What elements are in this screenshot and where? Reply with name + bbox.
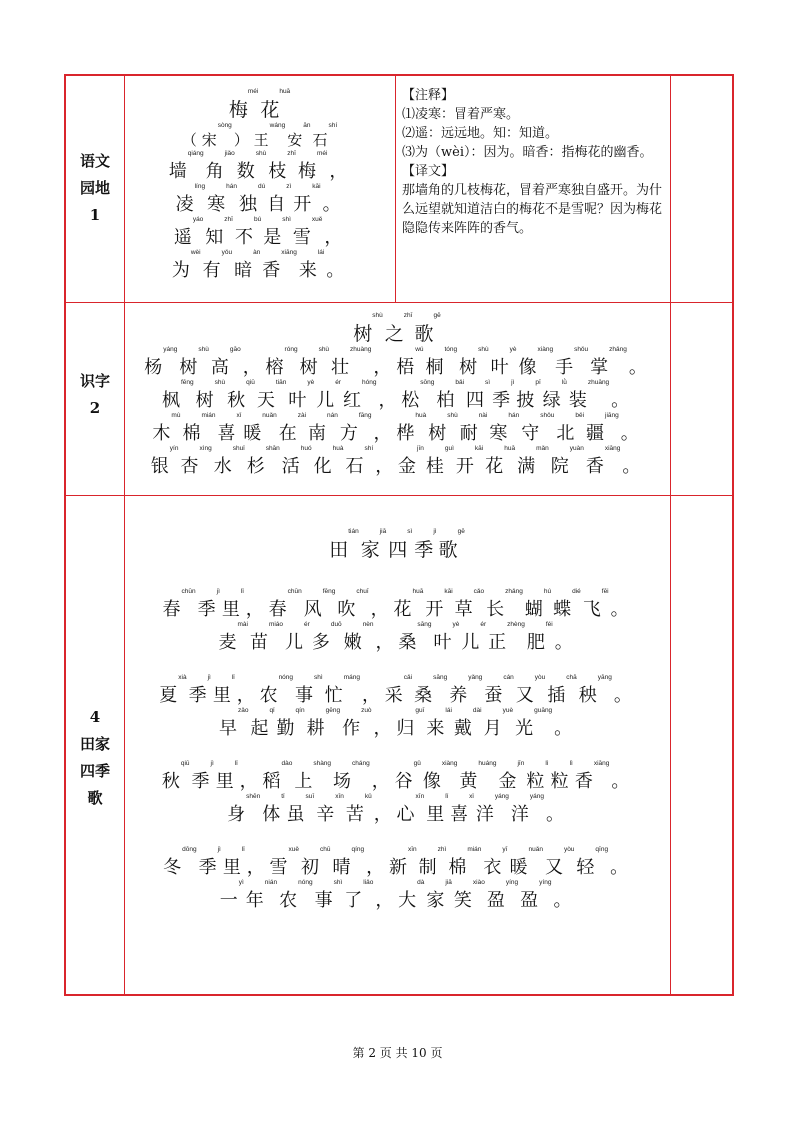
- poem-line: [124, 760, 670, 793]
- hanzi-with-pinyin: 披pī: [516, 379, 541, 411]
- hanzi-with-pinyin: 家jiā: [360, 528, 387, 561]
- hanzi-with-pinyin: 石shí: [345, 445, 374, 477]
- hanzi-with-pinyin: ，: [375, 890, 395, 911]
- hanzi-with-pinyin: 。: [610, 599, 630, 620]
- hanzi-with-pinyin: 里lǐ: [215, 760, 238, 792]
- notes-divider: [395, 76, 396, 302]
- hanzi-with-pinyin: 里lǐ: [221, 588, 244, 620]
- row-label-text: 歌: [87, 789, 103, 807]
- hanzi-with-pinyin: 季jì: [414, 528, 437, 561]
- hanzi-with-pinyin: 秧yāng: [578, 674, 612, 706]
- hanzi-with-pinyin: 插chā: [547, 674, 577, 706]
- hanzi-with-pinyin: 香xiāng: [574, 760, 610, 792]
- hanzi-with-pinyin: 在zài: [278, 412, 307, 444]
- page-footer: 第 2 页 共 10 页: [352, 1046, 443, 1060]
- hanzi-with-pinyin: 农nóng: [259, 674, 294, 706]
- hanzi-with-pinyin: 飞fēi: [582, 588, 609, 620]
- hanzi-with-pinyin: 四sì: [388, 528, 413, 561]
- hanzi-with-pinyin: 香xiāng: [585, 445, 621, 477]
- hanzi-with-pinyin: 墙qiáng: [168, 150, 204, 182]
- row-label-text: 4: [89, 708, 101, 726]
- hanzi-with-pinyin: 体tǐ: [262, 793, 285, 825]
- hanzi-with-pinyin: 。: [628, 357, 648, 378]
- hanzi-with-pinyin: 寒hán: [489, 412, 520, 444]
- hanzi-with-pinyin: 叶yè: [288, 379, 315, 411]
- hanzi-with-pinyin: 冬dōng: [163, 846, 197, 878]
- poem-line: [124, 183, 395, 216]
- hanzi-with-pinyin: 石shí: [312, 122, 338, 149]
- hanzi-with-pinyin: 。: [611, 390, 631, 411]
- poem-line: [124, 346, 670, 379]
- hanzi-with-pinyin: 桂guì: [425, 445, 454, 477]
- row-label-text: 田家: [79, 735, 110, 753]
- hanzi-with-pinyin: 来lái: [426, 707, 452, 739]
- hanzi-with-pinyin: 金jīn: [498, 760, 525, 792]
- row-label-text: 园地: [79, 179, 110, 197]
- hanzi-with-pinyin: 粒lì: [550, 760, 573, 792]
- poem-line: [124, 249, 395, 282]
- hanzi-with-pinyin: 。: [622, 456, 642, 477]
- hanzi-with-pinyin: 花huā: [393, 588, 424, 620]
- note-item: ⑶为（wèi）：因为。暗香：指梅花的幽香。: [402, 145, 653, 160]
- notes-panel: [402, 86, 670, 238]
- hanzi-with-pinyin: 。: [620, 423, 640, 444]
- hanzi-with-pinyin: 花huā: [485, 445, 516, 477]
- poem-shuzhige: [124, 312, 670, 478]
- hanzi-with-pinyin: ，: [242, 357, 262, 378]
- hanzi-with-pinyin: 农nóng: [279, 879, 313, 911]
- hanzi-with-pinyin: 梧wú: [396, 346, 424, 378]
- hanzi-with-pinyin: 光guāng: [515, 707, 553, 739]
- hanzi-with-pinyin: 北běi: [556, 412, 585, 444]
- hanzi-with-pinyin: ，: [246, 857, 266, 878]
- hanzi-with-pinyin: 喜xǐ: [217, 412, 242, 444]
- hanzi-with-pinyin: 高gāo: [210, 346, 241, 378]
- hanzi-with-pinyin: 桐tóng: [425, 346, 458, 378]
- hanzi-with-pinyin: 南nán: [308, 412, 338, 444]
- hanzi-with-pinyin: ，: [373, 423, 393, 444]
- hanzi-with-pinyin: ，: [373, 357, 393, 378]
- hanzi-with-pinyin: 独dú: [238, 183, 266, 215]
- poem-line: [124, 674, 670, 707]
- hanzi-with-pinyin: 暖nuǎn: [509, 846, 543, 878]
- hanzi-with-pinyin: 笑xiào: [453, 879, 485, 911]
- hanzi-with-pinyin: ，: [239, 771, 259, 792]
- hanzi-with-pinyin: ，: [375, 456, 395, 477]
- hanzi-with-pinyin: 花huā: [260, 88, 291, 121]
- hanzi-with-pinyin: 树shù: [459, 346, 489, 378]
- note-item: ⑵遥：远远地。知：知道。: [402, 126, 559, 141]
- hanzi-with-pinyin: 秋qiū: [161, 760, 190, 792]
- hanzi-with-pinyin: 轻qīng: [576, 846, 609, 878]
- hanzi-with-pinyin: 叶yè: [490, 346, 517, 378]
- hanzi-with-pinyin: 年nián: [245, 879, 278, 911]
- hanzi-with-pinyin: 虽suī: [286, 793, 315, 825]
- hanzi-with-pinyin: 儿ér: [316, 379, 341, 411]
- hanzi-with-pinyin: 杨yáng: [144, 346, 178, 378]
- hanzi-with-pinyin: 肥féi: [526, 621, 553, 653]
- hanzi-with-pinyin: 满mǎn: [517, 445, 549, 477]
- poem-line: [124, 707, 670, 740]
- hanzi-with-pinyin: 香xiāng: [262, 249, 297, 281]
- hanzi-with-pinyin: 辛xīn: [316, 793, 344, 825]
- hanzi-with-pinyin: 之zhī: [384, 312, 413, 345]
- poem-title: [124, 88, 395, 122]
- translation-heading: 【译文】: [402, 164, 455, 179]
- hanzi-with-pinyin: 为wèi: [171, 249, 201, 281]
- hanzi-with-pinyin: 金jīn: [398, 445, 424, 477]
- hanzi-with-pinyin: 歌gē: [438, 528, 465, 561]
- hanzi-with-pinyin: 大dà: [398, 879, 425, 911]
- hanzi-with-pinyin: 谷gǔ: [394, 760, 421, 792]
- hanzi-with-pinyin: 开kāi: [293, 183, 321, 215]
- hanzi-with-pinyin: ，: [245, 599, 265, 620]
- hanzi-with-pinyin: 。: [546, 804, 566, 825]
- hanzi-with-pinyin: 壮zhuàng: [331, 346, 372, 378]
- hanzi-with-pinyin: 耕gēng: [306, 707, 341, 739]
- row-label-text: 识字: [79, 372, 110, 390]
- hanzi-with-pinyin: 草cǎo: [454, 588, 485, 620]
- row-label-yuwen-yuandi: [66, 148, 124, 229]
- hanzi-with-pinyin: 疆jiāng: [586, 412, 619, 444]
- hanzi-with-pinyin: 场cháng: [333, 760, 370, 792]
- hanzi-with-pinyin: 。: [610, 857, 630, 878]
- hanzi-with-pinyin: 安ān: [287, 122, 311, 149]
- hanzi-with-pinyin: 田tián: [329, 528, 359, 561]
- hanzi-with-pinyin: 苦kǔ: [345, 793, 372, 825]
- notes-heading: 【注释】: [402, 88, 455, 103]
- hanzi-with-pinyin: 天tiān: [256, 379, 287, 411]
- poem-lines: [124, 346, 670, 478]
- hanzi-with-pinyin: ，: [361, 685, 381, 706]
- hanzi-with-pinyin: 黄huáng: [459, 760, 497, 792]
- hanzi-with-pinyin: 树shù: [428, 412, 458, 444]
- row-label-shizi: [66, 368, 124, 422]
- poem-title: [124, 312, 670, 346]
- hanzi-with-pinyin: 盈yíng: [520, 879, 552, 911]
- poem-line: [124, 588, 670, 621]
- stanza: [124, 760, 670, 826]
- hanzi-with-pinyin: 知zhī: [205, 216, 233, 248]
- hanzi-with-pinyin: 起qǐ: [250, 707, 275, 739]
- poem-stanzas: [124, 588, 670, 912]
- poem-line: [124, 793, 670, 826]
- row-label-text: 1: [89, 206, 101, 224]
- hanzi-with-pinyin: ，: [375, 632, 395, 653]
- hanzi-with-pinyin: 水shuǐ: [213, 445, 245, 477]
- hanzi-with-pinyin: 角jiǎo: [205, 150, 235, 182]
- hanzi-with-pinyin: ，: [236, 685, 256, 706]
- hanzi-with-pinyin: 枫fēng: [162, 379, 194, 411]
- hanzi-with-pinyin: 春chūn: [162, 588, 196, 620]
- hanzi-with-pinyin: 。: [326, 260, 346, 281]
- hanzi-with-pinyin: 雪xuě: [269, 846, 300, 878]
- hanzi-with-pinyin: 数shù: [236, 150, 267, 182]
- hanzi-with-pinyin: 正zhèng: [488, 621, 525, 653]
- hanzi-with-pinyin: 儿ér: [461, 621, 487, 653]
- hanzi-with-pinyin: 新xīn: [388, 846, 417, 878]
- hanzi-with-pinyin: 四sì: [466, 379, 491, 411]
- hanzi-with-pinyin: 。: [553, 890, 573, 911]
- hanzi-with-pinyin: ，: [373, 804, 393, 825]
- row-divider: [66, 495, 732, 496]
- hanzi-with-pinyin: 制zhì: [418, 846, 447, 878]
- hanzi-with-pinyin: ，: [329, 161, 349, 182]
- hanzi-with-pinyin: 暖nuǎn: [243, 412, 277, 444]
- hanzi-with-pinyin: 里lǐ: [426, 793, 449, 825]
- hanzi-with-pinyin: 季jì: [198, 846, 221, 878]
- hanzi-with-pinyin: 守shǒu: [521, 412, 555, 444]
- hanzi-with-pinyin: 季jì: [188, 674, 211, 706]
- poem-line: [124, 621, 670, 654]
- hanzi-with-pinyin: ，: [378, 390, 398, 411]
- hanzi-with-pinyin: 宋sòng: [201, 122, 232, 149]
- stanza: [124, 846, 670, 912]
- hanzi-with-pinyin: 洋yáng: [475, 793, 509, 825]
- hanzi-with-pinyin: 戴dài: [453, 707, 482, 739]
- hanzi-with-pinyin: 又yòu: [544, 846, 575, 878]
- hanzi-with-pinyin: 风fēng: [303, 588, 336, 620]
- hanzi-with-pinyin: （: [181, 131, 198, 149]
- stanza: [124, 674, 670, 740]
- hanzi-with-pinyin: 不bú: [234, 216, 262, 248]
- hanzi-with-pinyin: 暗àn: [234, 249, 261, 281]
- hanzi-with-pinyin: 勤qín: [276, 707, 305, 739]
- lesson-table: [64, 74, 734, 996]
- hanzi-with-pinyin: 杉shān: [246, 445, 280, 477]
- hanzi-with-pinyin: 。: [322, 194, 342, 215]
- hanzi-with-pinyin: 归guī: [396, 707, 425, 739]
- hanzi-with-pinyin: 事shì: [314, 879, 343, 911]
- hanzi-with-pinyin: 月yuè: [483, 707, 514, 739]
- column-divider: [670, 76, 671, 994]
- poem-author: [124, 122, 395, 150]
- poem-line: [124, 846, 670, 879]
- hanzi-with-pinyin: 一yì: [219, 879, 244, 911]
- hanzi-with-pinyin: 。: [554, 632, 574, 653]
- hanzi-with-pinyin: 吹chuī: [337, 588, 369, 620]
- hanzi-with-pinyin: ，: [373, 718, 393, 739]
- hanzi-with-pinyin: 桑sāng: [398, 621, 432, 653]
- row-label-text: 2: [89, 399, 101, 417]
- hanzi-with-pinyin: 来lái: [298, 249, 325, 281]
- stanza: [124, 588, 670, 654]
- row-label-text: 语文: [79, 152, 110, 170]
- hanzi-with-pinyin: 养yǎng: [449, 674, 483, 706]
- hanzi-with-pinyin: 开kāi: [455, 445, 484, 477]
- hanzi-with-pinyin: 像xiàng: [518, 346, 554, 378]
- hanzi-with-pinyin: 长zhǎng: [486, 588, 523, 620]
- hanzi-with-pinyin: ）: [233, 131, 250, 149]
- hanzi-with-pinyin: 蚕cán: [484, 674, 514, 706]
- row-label-text: 四季: [79, 762, 110, 780]
- hanzi-with-pinyin: ，: [324, 227, 344, 248]
- hanzi-with-pinyin: 稻dào: [262, 760, 293, 792]
- hanzi-with-pinyin: 里lǐ: [222, 846, 245, 878]
- hanzi-with-pinyin: 柏bǎi: [436, 379, 465, 411]
- row-label-tianjia-siji-ge: [66, 704, 124, 812]
- hanzi-with-pinyin: 蝴hú: [524, 588, 552, 620]
- hanzi-with-pinyin: 儿ér: [285, 621, 310, 653]
- hanzi-with-pinyin: 歌gē: [414, 312, 441, 345]
- hanzi-with-pinyin: 。: [613, 685, 633, 706]
- hanzi-with-pinyin: ，: [370, 599, 390, 620]
- hanzi-with-pinyin: 方fāng: [339, 412, 372, 444]
- hanzi-with-pinyin: 树shù: [195, 379, 226, 411]
- hanzi-with-pinyin: 洋yáng: [510, 793, 545, 825]
- hanzi-with-pinyin: 麦mài: [218, 621, 248, 653]
- hanzi-with-pinyin: 心xīn: [396, 793, 425, 825]
- hanzi-with-pinyin: 凌líng: [175, 183, 206, 215]
- hanzi-with-pinyin: 了liǎo: [344, 879, 374, 911]
- hanzi-with-pinyin: 雪xuě: [292, 216, 323, 248]
- hanzi-with-pinyin: 又yòu: [515, 674, 546, 706]
- hanzi-with-pinyin: 粒lì: [526, 760, 549, 792]
- poem-title: [124, 528, 670, 562]
- hanzi-with-pinyin: 春chūn: [268, 588, 302, 620]
- hanzi-with-pinyin: ，: [371, 771, 391, 792]
- hanzi-with-pinyin: 装zhuāng: [568, 379, 610, 411]
- hanzi-with-pinyin: 季jì: [191, 760, 214, 792]
- poem-tianjia-sijige: [124, 528, 670, 912]
- hanzi-with-pinyin: 蝶dié: [553, 588, 581, 620]
- note-item: ⑴凌寒：冒着严寒。: [402, 107, 520, 122]
- hanzi-with-pinyin: 棉mián: [182, 412, 216, 444]
- hanzi-with-pinyin: 有yǒu: [202, 249, 233, 281]
- hanzi-with-pinyin: ，: [366, 857, 386, 878]
- hanzi-with-pinyin: 树shù: [179, 346, 209, 378]
- hanzi-with-pinyin: 梅méi: [297, 150, 328, 182]
- hanzi-with-pinyin: 树shù: [299, 346, 330, 378]
- hanzi-with-pinyin: 初chū: [301, 846, 331, 878]
- poem-line: [124, 445, 670, 478]
- hanzi-with-pinyin: 早zǎo: [219, 707, 249, 739]
- hanzi-with-pinyin: 院yuàn: [550, 445, 584, 477]
- hanzi-with-pinyin: 衣yī: [483, 846, 508, 878]
- hanzi-with-pinyin: 季jì: [492, 379, 515, 411]
- hanzi-with-pinyin: 里lǐ: [212, 674, 235, 706]
- hanzi-with-pinyin: 自zì: [267, 183, 292, 215]
- hanzi-with-pinyin: 。: [554, 718, 574, 739]
- hanzi-with-pinyin: 秋qiū: [227, 379, 255, 411]
- hanzi-with-pinyin: 喜xǐ: [450, 793, 474, 825]
- hanzi-with-pinyin: 寒hán: [207, 183, 237, 215]
- hanzi-with-pinyin: 上shàng: [294, 760, 332, 792]
- hanzi-with-pinyin: 是shì: [263, 216, 291, 248]
- poem-meihua: [124, 88, 395, 282]
- hanzi-with-pinyin: 苗miáo: [249, 621, 284, 653]
- hanzi-with-pinyin: 季jì: [197, 588, 220, 620]
- hanzi-with-pinyin: 王wáng: [253, 122, 286, 149]
- hanzi-with-pinyin: 掌zhǎng: [590, 346, 627, 378]
- hanzi-with-pinyin: 事shì: [295, 674, 323, 706]
- row-divider: [66, 302, 732, 303]
- hanzi-with-pinyin: 活huó: [281, 445, 312, 477]
- hanzi-with-pinyin: 银yín: [150, 445, 179, 477]
- poem-line: [124, 412, 670, 445]
- hanzi-with-pinyin: 家jiā: [426, 879, 452, 911]
- hanzi-with-pinyin: 绿lǜ: [542, 379, 567, 411]
- hanzi-with-pinyin: 开kāi: [425, 588, 453, 620]
- hanzi-with-pinyin: 嫩nèn: [343, 621, 374, 653]
- hanzi-with-pinyin: 遥yáo: [173, 216, 204, 248]
- hanzi-with-pinyin: 作zuò: [342, 707, 372, 739]
- hanzi-with-pinyin: 盈yíng: [486, 879, 519, 911]
- poem-line: [124, 216, 395, 249]
- hanzi-with-pinyin: 像xiàng: [422, 760, 458, 792]
- poem-lines: [124, 150, 395, 282]
- hanzi-with-pinyin: 榕róng: [265, 346, 298, 378]
- translation-text: 那墙角的几枝梅花，冒着严寒独自盛开。为什么远望就知道洁白的梅花不是雪呢？因为梅花隐隐传来阵阵的香气。: [402, 183, 663, 236]
- hanzi-with-pinyin: 耐nài: [459, 412, 488, 444]
- hanzi-with-pinyin: 棉mián: [448, 846, 482, 878]
- hanzi-with-pinyin: 杏xìng: [180, 445, 212, 477]
- hanzi-with-pinyin: 化huà: [313, 445, 344, 477]
- poem-line: [124, 150, 395, 183]
- hanzi-with-pinyin: 叶yè: [433, 621, 460, 653]
- hanzi-with-pinyin: 晴qíng: [332, 846, 365, 878]
- hanzi-with-pinyin: 梅méi: [228, 88, 259, 121]
- hanzi-with-pinyin: 树shù: [353, 312, 383, 345]
- hanzi-with-pinyin: 枝zhī: [268, 150, 296, 182]
- hanzi-with-pinyin: 松sōng: [401, 379, 435, 411]
- poem-line: [124, 379, 670, 412]
- hanzi-with-pinyin: 红hóng: [342, 379, 377, 411]
- hanzi-with-pinyin: 桑sāng: [414, 674, 448, 706]
- hanzi-with-pinyin: 手shǒu: [555, 346, 589, 378]
- hanzi-with-pinyin: 木mù: [152, 412, 181, 444]
- hanzi-with-pinyin: 多duō: [311, 621, 342, 653]
- poem-line: [124, 879, 670, 912]
- hanzi-with-pinyin: 忙máng: [324, 674, 360, 706]
- hanzi-with-pinyin: 采cǎi: [384, 674, 413, 706]
- hanzi-with-pinyin: 身shēn: [227, 793, 261, 825]
- hanzi-with-pinyin: 桦huà: [396, 412, 427, 444]
- hanzi-with-pinyin: 夏xià: [159, 674, 187, 706]
- hanzi-with-pinyin: 。: [611, 771, 631, 792]
